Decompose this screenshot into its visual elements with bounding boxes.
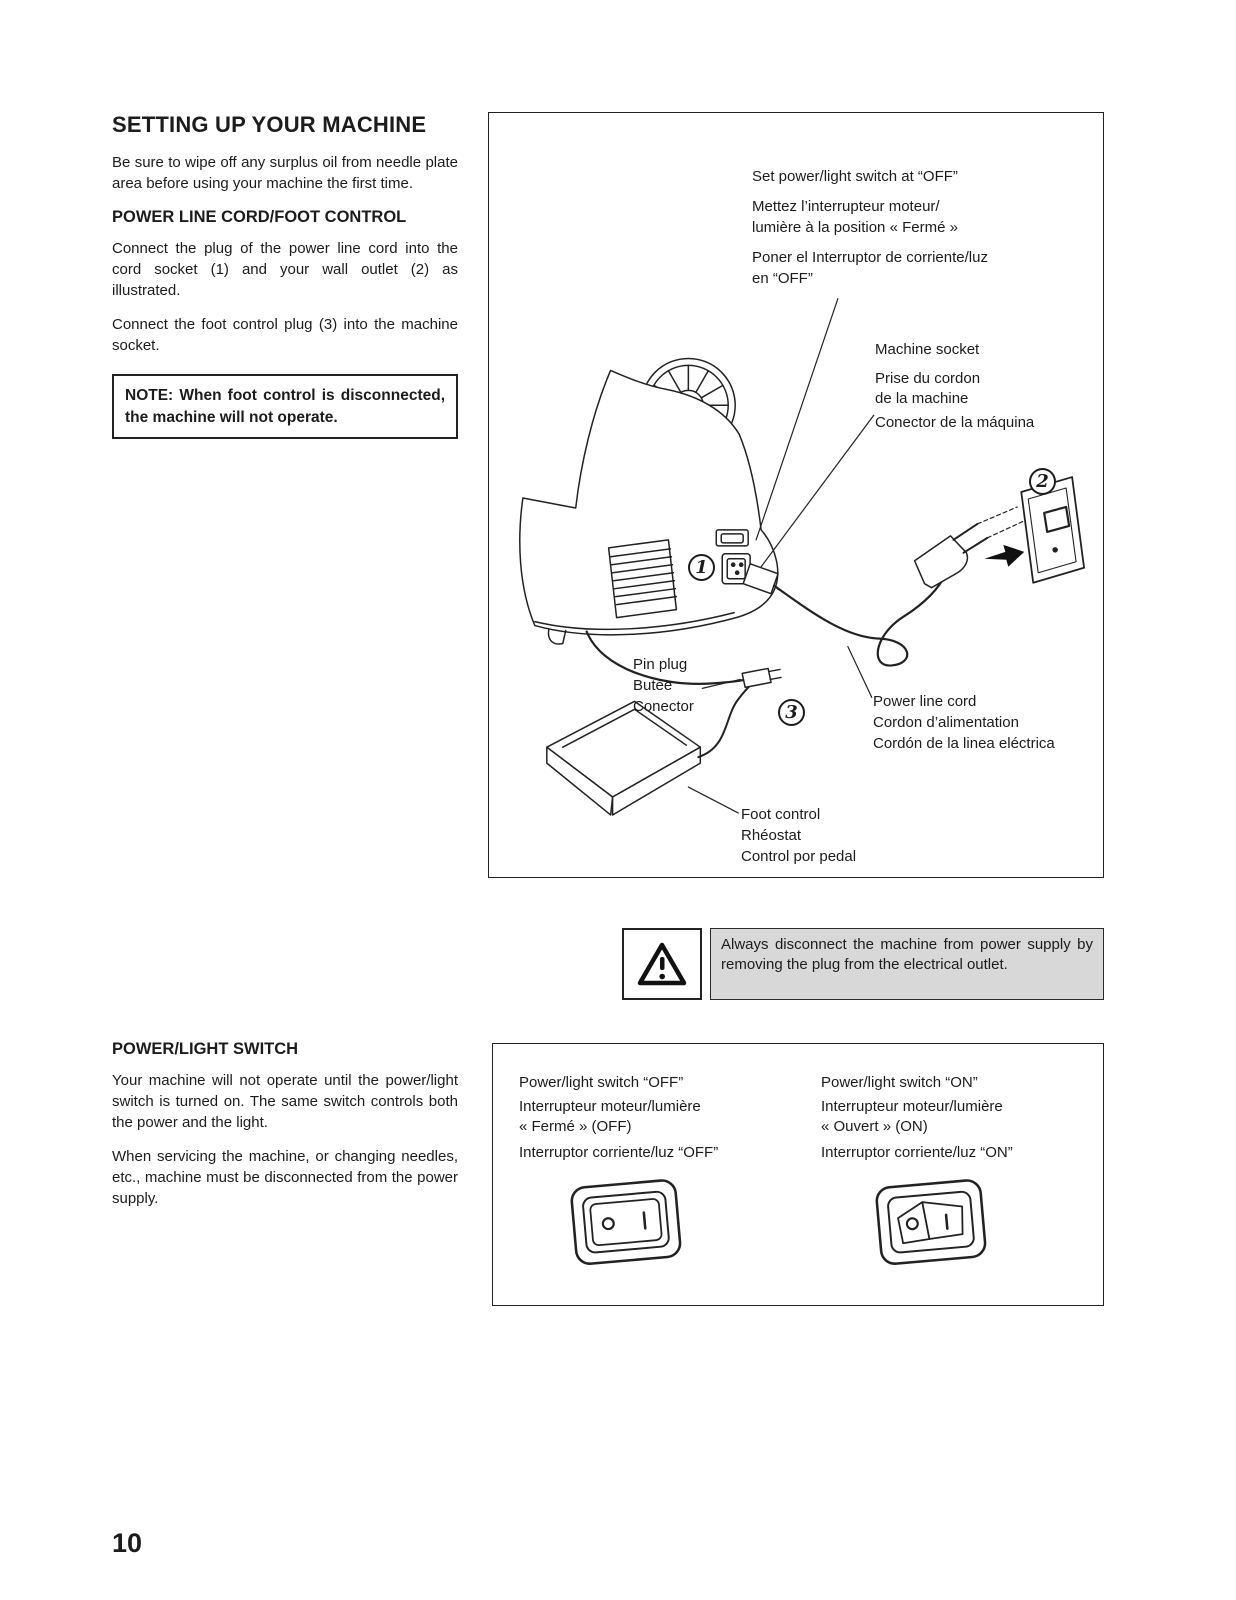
label-foot-control-es: Control por pedal (741, 848, 857, 865)
switch-on-labels (821, 1072, 1121, 1163)
switch-off-labels (519, 1072, 819, 1163)
label-pin-plug (633, 654, 694, 717)
rocker-switch-off-icon (568, 1172, 686, 1274)
wall-outlet (1021, 477, 1084, 583)
label-machine-socket-en: Machine socket (875, 341, 980, 358)
section-title-power-cord: POWER LINE CORD/FOOT CONTROL (112, 208, 407, 226)
power-cord-paragraph-2: Connect the foot control plug (3) into the machine socket. (112, 316, 458, 354)
left-column (112, 112, 458, 439)
setup-diagram-figure (488, 112, 1104, 878)
switch-on-fr2: « Ouvert » (ON) (821, 1118, 928, 1135)
pin-plug-art (742, 668, 781, 687)
switch-on-fr1: Interrupteur moteur/lumière (821, 1098, 1003, 1115)
label-set-switch-es2: en “OFF” (752, 270, 813, 287)
left-column-power-switch (112, 1040, 458, 1222)
page-number: 10 (112, 1528, 143, 1558)
label-power-line-cord (873, 691, 1055, 754)
label-set-switch-en: Set power/light switch at “OFF” (752, 168, 958, 185)
label-machine-socket (875, 339, 1034, 433)
label-foot-control-en: Foot control (741, 806, 821, 823)
label-pin-plug-es: Conector (633, 698, 694, 715)
label-pin-plug-en: Pin plug (633, 656, 688, 673)
section-title-power-switch: POWER/LIGHT SWITCH (112, 1040, 299, 1058)
warning-triangle-icon (636, 941, 688, 987)
vent-grille (609, 540, 677, 618)
note-label: NOTE: (125, 387, 174, 404)
callout-1-text: 1 (695, 557, 708, 578)
setup-paragraph: Be sure to wipe off any surplus oil from needle plate area before using your machine the first time. (112, 154, 458, 192)
callout-number-1 (688, 554, 715, 581)
power-cord-paragraph-1: Connect the plug of the power line cord into the cord socket (1) and your wall outlet (2) as illustrated. (112, 240, 458, 299)
label-set-switch-fr2: lumière à la position « Fermé » (752, 219, 958, 236)
power-switch-paragraph-1: Your machine will not operate until the power/light switch is turned on. The same switch controls both the power and the light. (112, 1072, 458, 1131)
label-foot-control-fr: Rhéostat (741, 827, 802, 844)
label-foot-control (741, 804, 856, 867)
switch-off-fr1: Interrupteur moteur/lumière (519, 1098, 701, 1115)
note-box (112, 374, 458, 439)
power-switch-paragraph-2: When servicing the machine, or changing needles, etc., machine must be disconnected from the power supply. (112, 1148, 458, 1207)
switch-on-en: Power/light switch “ON” (821, 1074, 978, 1091)
switch-on-es: Interruptor corriente/luz “ON” (821, 1144, 1013, 1161)
insert-arrow-icon (984, 545, 1024, 567)
label-set-switch-es1: Poner el Interruptor de corriente/luz (752, 249, 988, 266)
switch-off-es: Interruptor corriente/luz “OFF” (519, 1144, 719, 1161)
warning-text: Always disconnect the machine from power supply by removing the plug from the electrical outlet. (721, 936, 1093, 973)
warning-icon-box (622, 928, 702, 1000)
label-power-cord-en: Power line cord (873, 693, 977, 710)
label-set-switch (752, 166, 988, 289)
switch-off-en: Power/light switch “OFF” (519, 1074, 684, 1091)
callout-3-text: 3 (785, 702, 798, 723)
label-machine-socket-es: Conector de la máquina (875, 414, 1035, 431)
callout-number-3 (778, 699, 805, 726)
section-title-setup: SETTING UP YOUR MACHINE (112, 112, 427, 137)
switch-panel-figure (492, 1043, 1104, 1306)
pedal-cord-art (698, 683, 752, 757)
note-text: When foot control is disconnected, the machine will not operate. (125, 387, 445, 426)
label-machine-socket-fr1: Prise du cordon (875, 370, 981, 387)
label-set-switch-fr1: Mettez l’interrupteur moteur/ (752, 198, 940, 215)
power-line-cord-art (774, 573, 946, 666)
foot-control-art (547, 701, 701, 815)
label-power-cord-fr: Cordon d’alimentation (873, 714, 1019, 731)
callout-number-2 (1029, 468, 1056, 495)
label-power-cord-es: Cordón de la linea eléctrica (873, 735, 1055, 752)
label-pin-plug-fr: Butée (633, 677, 673, 694)
callout-2-text: 2 (1036, 471, 1049, 492)
rocker-switch-on-icon (873, 1172, 991, 1274)
warning-text-box (710, 928, 1104, 1000)
label-machine-socket-fr2: de la machine (875, 390, 969, 407)
switch-off-fr2: « Fermé » (OFF) (519, 1118, 632, 1135)
